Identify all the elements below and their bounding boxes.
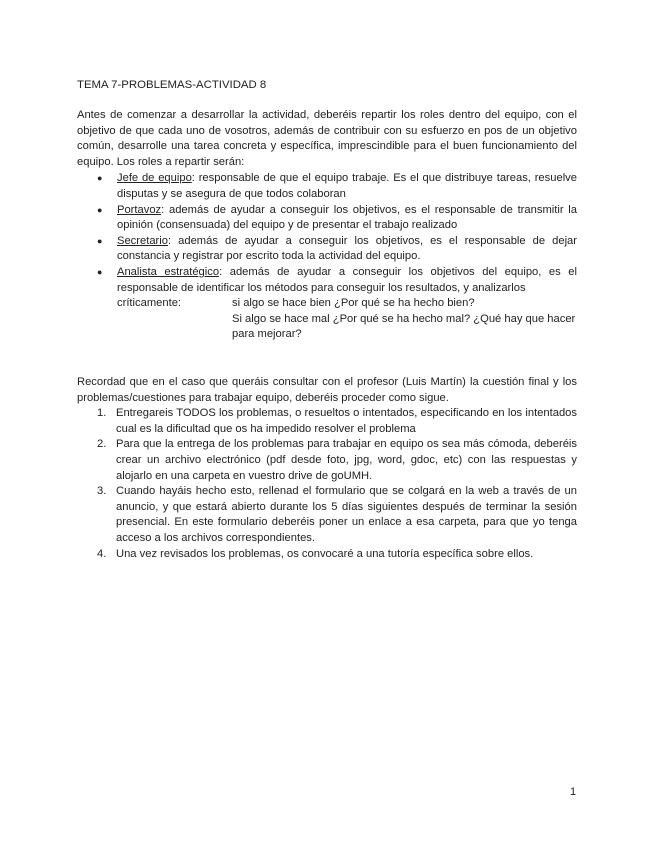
step-item-1 — [77, 406, 577, 437]
page-number: 1 — [570, 786, 577, 798]
step-text: Para que la entrega de los problemas para trabajar en equipo os sea más cómoda, deberéis crear un archivo electrónico (pdf desde foto, jpg, word, gdoc, etc) con las respuestas y alojarlo en una carpeta en vuestro drive de goUMH. — [116, 438, 577, 482]
role-name: Analista estratégico — [117, 265, 220, 278]
roles-list — [77, 171, 577, 343]
role-description: : responsable de que el equipo trabaje. Es el que distribuye tareas, resuelve disputas y se asegura de que todos colaboran — [117, 172, 577, 200]
step-text: Entregareis TODOS los problemas, o resueltos o intentados, especificando en los intentados cual es la dificultad que os ha impedido resolver el problema — [116, 407, 577, 435]
step-text: Una vez revisados los problemas, os convocaré a una tutoría específica sobre ellos. — [116, 547, 534, 560]
role-item-portavoz — [77, 203, 577, 234]
analyst-lead: críticamente: — [117, 297, 182, 310]
role-item-analista — [77, 265, 577, 343]
role-name: Portavoz — [117, 203, 162, 216]
step-number: 4. — [97, 547, 107, 560]
procedure-intro: Recordad que en el caso que queráis consultar con el profesor (Luis Martín) la cuestión final y los problemas/cuestiones para trabajar equipo, deberéis proceder como sigue. — [77, 376, 577, 404]
analyst-question-2: Si algo se hace mal ¿Por qué se ha hecho mal? ¿Qué hay que hacer para mejorar? — [232, 312, 576, 341]
intro-paragraph: Antes de comenzar a desarrollar la actividad, deberéis repartir los roles dentro del equipo, con el objetivo de que cada uno de vosotros, además de contribuir con su esfuerzo en pos de un objetivo común, desarrolle una tarea concreta y específica, imprescindible para el buen funcionamiento del equipo. Los roles a repartir serán: — [77, 109, 577, 168]
role-item-secretario — [77, 234, 577, 265]
step-item-3 — [77, 484, 577, 546]
analyst-questions — [117, 296, 577, 312]
procedure-section — [77, 375, 577, 562]
role-name: Jefe de equipo — [117, 172, 192, 185]
bullet-icon: ● — [97, 266, 103, 277]
roles-section — [77, 108, 577, 343]
role-description: : además de ayudar a conseguir los objetivos del equipo, es el responsable de identificar los métodos para conseguir los resultados, y analizarlos — [117, 265, 577, 294]
step-number: 2. — [97, 438, 107, 451]
steps-list — [77, 406, 577, 562]
bullet-icon: ● — [97, 235, 103, 246]
role-description: : además de ayudar a conseguir los objetivos, es el responsable de dejar constancia y registrar por escrito toda la actividad del equipo. — [117, 234, 577, 263]
step-text: Cuando hayáis hecho esto, rellenad el formulario que se colgará en la web a través de un anuncio, y que estará abierto durante los 5 días siguientes después de terminar la sesión presencial. En este formulario deberéis poner un enlace a esa carpeta, para que yo tenga acceso a los archivos correspondientes. — [116, 485, 577, 544]
step-item-2 — [77, 437, 577, 484]
step-number: 3. — [97, 485, 107, 498]
role-item-jefe — [77, 171, 577, 202]
role-name: Secretario — [117, 234, 168, 247]
document-title: TEMA 7-PROBLEMAS-ACTIVIDAD 8 — [77, 79, 267, 91]
step-number: 1. — [97, 407, 107, 420]
bullet-icon: ● — [97, 204, 103, 215]
step-item-4 — [77, 547, 577, 563]
role-description: : además de ayudar a conseguir los objetivos, es el responsable de transmitir la opinión (consensuada) del equipo y de presentar el trabajo realizado — [117, 203, 577, 232]
analyst-question-1: si algo se hace bien ¿Por qué se ha hecho bien? — [232, 297, 475, 310]
bullet-icon: ● — [97, 173, 103, 184]
